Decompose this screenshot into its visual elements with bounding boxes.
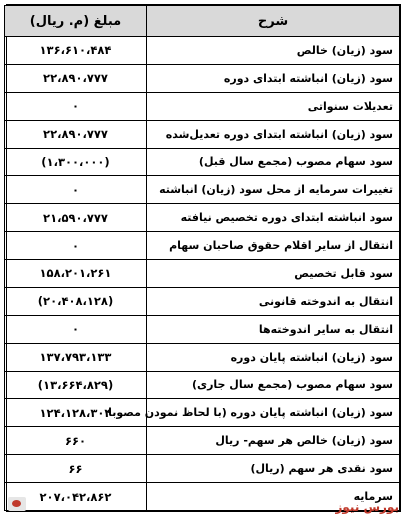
table-header-row <box>5 6 400 37</box>
row-amount: ۰ <box>5 232 147 260</box>
row-description: انتقال به سایر اندوخته‌ها <box>147 315 400 343</box>
row-description: انتقال از سایر اقلام حقوق صاحبان سهام <box>147 232 400 260</box>
row-description: سود انباشته ابتدای دوره تخصیص نیافته <box>147 204 400 232</box>
row-amount: ۲۲،۸۹۰،۷۷۷ <box>5 64 147 92</box>
row-amount: (۱۳،۶۶۴،۸۲۹) <box>5 371 147 399</box>
table-row <box>5 92 400 120</box>
profit-distribution-table <box>4 5 400 511</box>
row-amount: ۰ <box>5 176 147 204</box>
row-amount: ۱۲۴،۱۲۸،۳۰۴ <box>5 399 147 427</box>
row-amount: ۲۰۷،۰۴۲،۸۶۲ <box>5 483 147 511</box>
table-row <box>5 120 400 148</box>
row-description: سود (زیان) انباشته ابتدای دوره <box>147 64 400 92</box>
row-description: تغییرات سرمایه از محل سود (زیان) انباشته <box>147 176 400 204</box>
row-amount: (۱،۳۰۰،۰۰۰) <box>5 148 147 176</box>
row-description: سود (زیان) انباشته پایان دوره <box>147 343 400 371</box>
watermark: بورس نیوز <box>335 500 399 514</box>
table-row <box>5 148 400 176</box>
table-row <box>5 37 400 65</box>
table-row <box>5 371 400 399</box>
table-row <box>5 232 400 260</box>
header-description: شرح <box>147 6 400 37</box>
logo-icon <box>8 497 26 511</box>
row-amount: ۱۵۸،۲۰۱،۲۶۱ <box>5 260 147 288</box>
row-description: سود (زیان) خالص هر سهم- ریال <box>147 427 400 455</box>
row-amount: ۰ <box>5 92 147 120</box>
row-amount: ۱۳۷،۷۹۳،۱۳۳ <box>5 343 147 371</box>
table-row <box>5 287 400 315</box>
row-amount: ۶۶ <box>5 455 147 483</box>
table-row <box>5 64 400 92</box>
row-amount: ۰ <box>5 315 147 343</box>
table-row <box>5 455 400 483</box>
row-description: سود قابل تخصیص <box>147 260 400 288</box>
row-description: سود (زیان) خالص <box>147 37 400 65</box>
row-description: سود نقدی هر سهم (ریال) <box>147 455 400 483</box>
row-description: سود سهام مصوب (مجمع سال قبل) <box>147 148 400 176</box>
row-amount: ۲۱،۵۹۰،۷۷۷ <box>5 204 147 232</box>
row-amount: ۲۲،۸۹۰،۷۷۷ <box>5 120 147 148</box>
row-description: انتقال به اندوخته قانونی <box>147 287 400 315</box>
table-row <box>5 399 400 427</box>
row-amount: ۶۶۰ <box>5 427 147 455</box>
row-description: سود (زیان) انباشته پایان دوره (با لحاظ نمودن مصوبا <box>147 399 400 427</box>
profit-distribution-table-container <box>6 4 401 512</box>
header-amount: مبلغ (م. ریال) <box>5 6 147 37</box>
table-row <box>5 176 400 204</box>
table-row <box>5 204 400 232</box>
row-description: سود سهام مصوب (مجمع سال جاری) <box>147 371 400 399</box>
table-row <box>5 315 400 343</box>
table-row <box>5 260 400 288</box>
row-description: سرمایه <box>147 483 400 511</box>
row-amount: (۲۰،۴۰۸،۱۲۸) <box>5 287 147 315</box>
table-row <box>5 427 400 455</box>
row-amount: ۱۳۶،۶۱۰،۴۸۴ <box>5 37 147 65</box>
row-description: سود (زیان) انباشته ابتدای دوره تعدیل‌شده <box>147 120 400 148</box>
row-description: تعدیلات سنواتی <box>147 92 400 120</box>
table-row <box>5 343 400 371</box>
